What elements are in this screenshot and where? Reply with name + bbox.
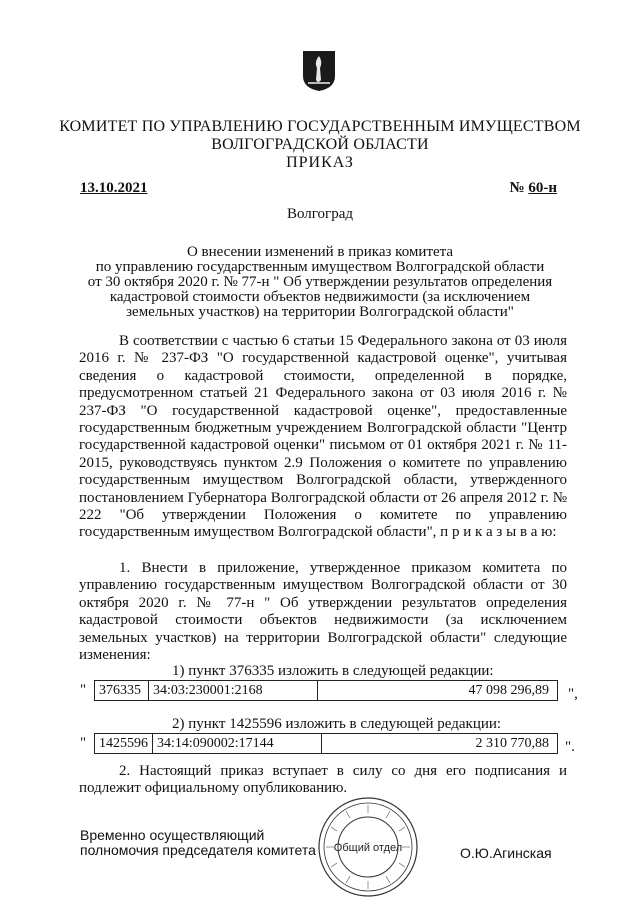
subject-line: земельных участков) на территории Волгоградской области" (126, 304, 514, 320)
table-row (95, 681, 558, 701)
doc-type-title: ПРИКАЗ (286, 154, 354, 171)
preamble-paragraph (79, 333, 567, 542)
close-quote: ", (568, 686, 578, 702)
subject-line: по управлению государственным имуществом Волгоградской области (95, 259, 545, 275)
signatory-title (80, 828, 316, 858)
paragraph-text: В соответствии с частью 6 статьи 15 Федерального закона от 03 июля 2016 г. № 237-ФЗ "О государственной кадастровой оценке", учитывая сведения о кадастровой стоимости, определенной в порядке, предусмотренном статьей 21 Федерального закона от 03 июля 2016 г. № 237-ФЗ "О государственной кадастровой оценке", предоставленные государственным бюджетным учреждением Волгоградской области "Центр государственной кадастровой оценки" письмом от 01 октября 2021 г. № 11-2015, руководствуясь пунктом 2.9 Положения о комитете по управлению государственным имуществом Волгоградской области, утвержденного постановлением Губернатора Волгоградской области от 26 апреля 2012 г. № 222 "Об утверждении Положения о комитете по управлению государственным имуществом Волгоградской области", п р и к а з ы в а ю: (79, 333, 567, 541)
cell-cadastral-number: 34:14:090002:17144 (153, 734, 322, 754)
open-quote: " (80, 682, 87, 698)
cell-id: 1425596 (95, 734, 153, 754)
org-name-line2: ВОЛГОГРАДСКОЙ ОБЛАСТИ (211, 136, 429, 153)
signatory-name: О.Ю.Агинская (460, 845, 552, 861)
doc-subject (80, 245, 560, 320)
cell-value: 47 098 296,89 (318, 681, 558, 701)
round-stamp-icon (316, 795, 420, 899)
close-quote: ". (565, 739, 575, 755)
clause-1-paragraph (79, 560, 567, 664)
paragraph-text: 1. Внести в приложение, утвержденное приказом комитета по управлению государственным имуществом Волгоградской области от 30 октября 2020 г. № 77-н " Об утверждении результатов определения кадастровой стоимости объектов недвижимости (за исключением земельных участков) на территории Волгоградской области" следующие изменения: (79, 560, 567, 664)
city: Волгоград (286, 206, 353, 222)
number-sign: № (509, 180, 525, 196)
paragraph-text: 2. Настоящий приказ вступает в силу со дня его подписания и подлежит официальному опубликованию. (79, 763, 567, 797)
table-item-1 (94, 680, 558, 701)
table-row (95, 734, 558, 754)
cell-cadastral-number: 34:03:230001:2168 (149, 681, 318, 701)
clause-2-paragraph (79, 763, 567, 798)
item-2-label: 2) пункт 1425596 изложить в следующей редакции: (172, 716, 502, 732)
table-item-2 (94, 733, 558, 754)
subject-line: О внесении изменений в приказ комитета (186, 244, 454, 260)
cell-id: 376335 (95, 681, 149, 701)
cell-value: 2 310 770,88 (322, 734, 558, 754)
subject-line: кадастровой стоимости объектов недвижимости (за исключением (109, 289, 531, 305)
doc-date: 13.10.2021 (80, 180, 148, 196)
signatory-line: полномочия председателя комитета (80, 842, 316, 858)
org-name-line1: КОМИТЕТ ПО УПРАВЛЕНИЮ ГОСУДАРСТВЕННЫМ ИМУЩЕСТВОМ (59, 118, 581, 135)
coat-of-arms-icon (302, 50, 336, 92)
doc-number (510, 180, 557, 197)
subject-line: от 30 октября 2020 г. № 77-н " Об утверждении результатов определения (87, 274, 553, 290)
stamp-text: Общий отдел (333, 842, 403, 854)
open-quote: " (80, 735, 87, 751)
signatory-line: Временно осуществляющий (80, 827, 265, 843)
item-1-label: 1) пункт 376335 изложить в следующей редакции: (172, 663, 494, 679)
number-value: 60-н (528, 180, 557, 196)
